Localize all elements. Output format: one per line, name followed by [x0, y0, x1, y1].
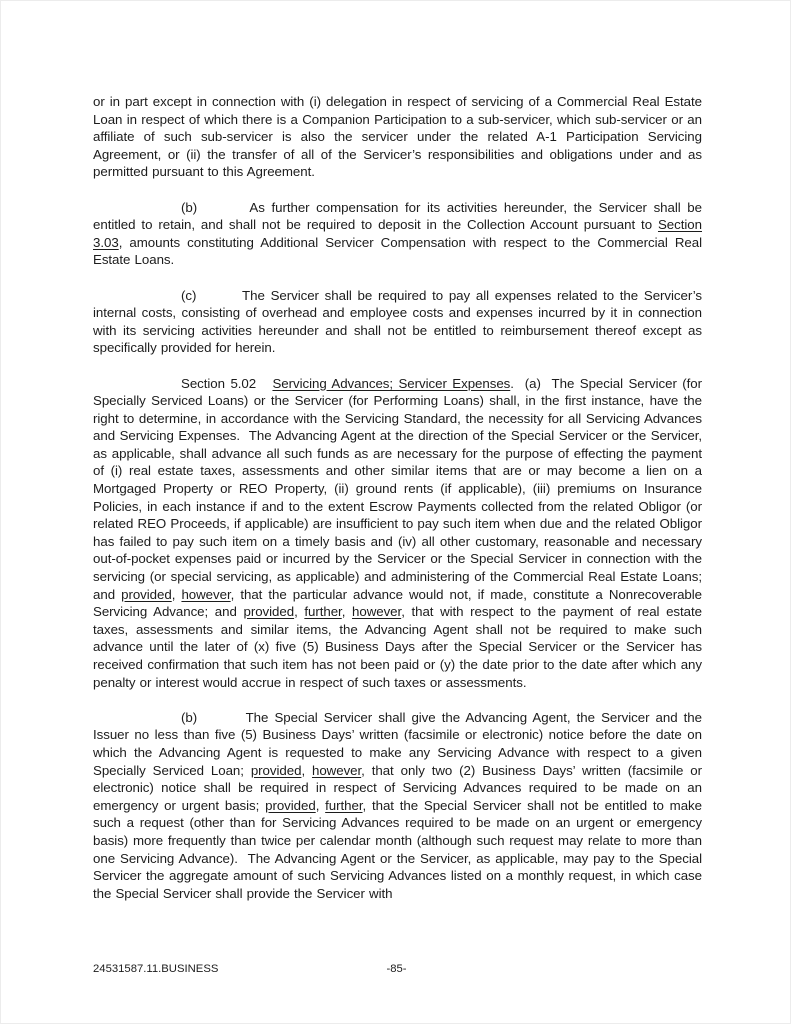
text-run: (c) The Servicer shall be required to pay all expenses related to the Servicer’s internal costs, consisting of overhead and employee costs and expenses incurred by it in connection with its servicing activities hereunder and shall not be entitled to reimbursement thereof except as specifically provided for herein. — [93, 287, 702, 356]
text-run: , — [341, 604, 352, 620]
text-run: , that the Special Servicer shall not be entitled to make such a request (other than for Servicing Advances required to be made on an urgent or emergency basis) more frequently than twice per calendar month (although such request may relate to more than one Servicing Advance). The Advancing Agent or the Servicer, as applicable, may pay to the Special Servicer the aggregate amount of such Servicing Advances listed on a monthly request, in which case the Special Servicer shall provide the Servicer with — [93, 797, 702, 901]
underlined-text: provided — [265, 797, 316, 813]
text-run: , amounts constituting Additional Servicer Compensation with respect to the Commercial Real Estate Loans. — [93, 234, 702, 268]
page-footer — [1, 961, 791, 977]
text-run: , that the particular advance would not, if made, constitute a Nonrecoverable Servicing Advance; and — [93, 586, 703, 620]
text-run: or in part except in connection with (i) delegation in respect of servicing of a Commercial Real Estate Loan in respect of which there is a Companion Participation to a sub-servicer, which sub-servicer or an affiliate of such sub-servicer is also the servicer under the related A-1 Participation Servicing Agreement, or (ii) the transfer of all of the Servicer’s responsibilities and obligations under and as permitted pursuant to this Agreement. — [93, 94, 702, 180]
section-5-02-b — [93, 709, 702, 903]
text-run: , — [315, 797, 326, 813]
text-run: , that with respect to the payment of real estate taxes, assessments and similar items, the Advancing Agent shall not be required to make such advance until the later of (x) five (5) Business Days after the Special Servicer or the Servicer has received confirmation that such item has not been paid or (y) the date prior to the date after which any penalty or interest would accrue in respect of such taxes or assessments. — [93, 604, 703, 690]
footer-document-id: 24531587.11.BUSINESS — [93, 963, 219, 975]
section-5-02-a — [93, 375, 702, 692]
underlined-text: provided — [121, 586, 172, 602]
underlined-text: provided — [243, 604, 295, 620]
text-run: , — [294, 604, 305, 620]
text-run: (b) The Special Servicer shall give the Advancing Agent, the Servicer and the Issuer no less than five (5) Business Days’ written (facsimile or electronic) notice before the date on which the Advancing Agent is requested to make any Servicing Advance with respect to a given Specially Serviced Loan; — [93, 709, 702, 778]
underlined-text: however — [352, 604, 402, 620]
footer-page-number: -85- — [386, 963, 407, 975]
paragraph-5-01-c — [93, 287, 702, 357]
document-body — [93, 93, 702, 920]
text-run: . (a) The Special Servicer (for Specially Serviced Loans) or the Servicer (for Performing Loans) shall, in the first instance, have the right to determine, in accordance with the Servicing Standard, the necessity for all Servicing Advances and Servicing Expenses. The Advancing Agent at the direction of the Special Servicer or the Servicer, as applicable, shall advance all such funds as are necessary for the purpose of effecting the payment of (i) real estate taxes, assessments and other similar items that are or may become a lien on a Mortgaged Property or REO Property, (ii) ground rents (if applicable), (iii) premiums on Insurance Policies, in each instance if and to the extent Escrow Payments collected from the related Obligor (or related REO Proceeds, if applicable) are insufficient to pay such item when due and the related Obligor has failed to pay such item on a timely basis and (iv) all other customary, reasonable and necessary out-of-pocket expenses paid or incurred by the Servicer or the Special Servicer in connection with the servicing (or special servicing, as applicable) and administering of the Commercial Real Estate Loans; and — [93, 375, 703, 602]
underlined-text: further — [325, 797, 363, 813]
paragraph-5-01-b — [93, 199, 702, 269]
text-run: , — [171, 586, 182, 602]
text-run: , — [301, 762, 312, 778]
underlined-text: provided — [250, 762, 302, 778]
underlined-text: however — [311, 762, 362, 778]
text-run: (b) As further compensation for its activities hereunder, the Servicer shall be entitled to retain, and shall not be required to deposit in the Collection Account pursuant to — [93, 199, 702, 233]
underlined-text: however — [181, 586, 231, 602]
underlined-text: Servicing Advances; Servicer Expenses — [272, 375, 511, 391]
underlined-text: Section 3.03 — [93, 217, 702, 250]
text-run: , that only two (2) Business Days’ written (facsimile or electronic) notice shall be required in respect of Servicing Advances required to be made on an emergency or urgent basis; — [93, 762, 702, 813]
continuation-paragraph — [93, 93, 702, 181]
underlined-text: further — [304, 604, 342, 620]
text-run: Section 5.02 — [181, 375, 273, 391]
